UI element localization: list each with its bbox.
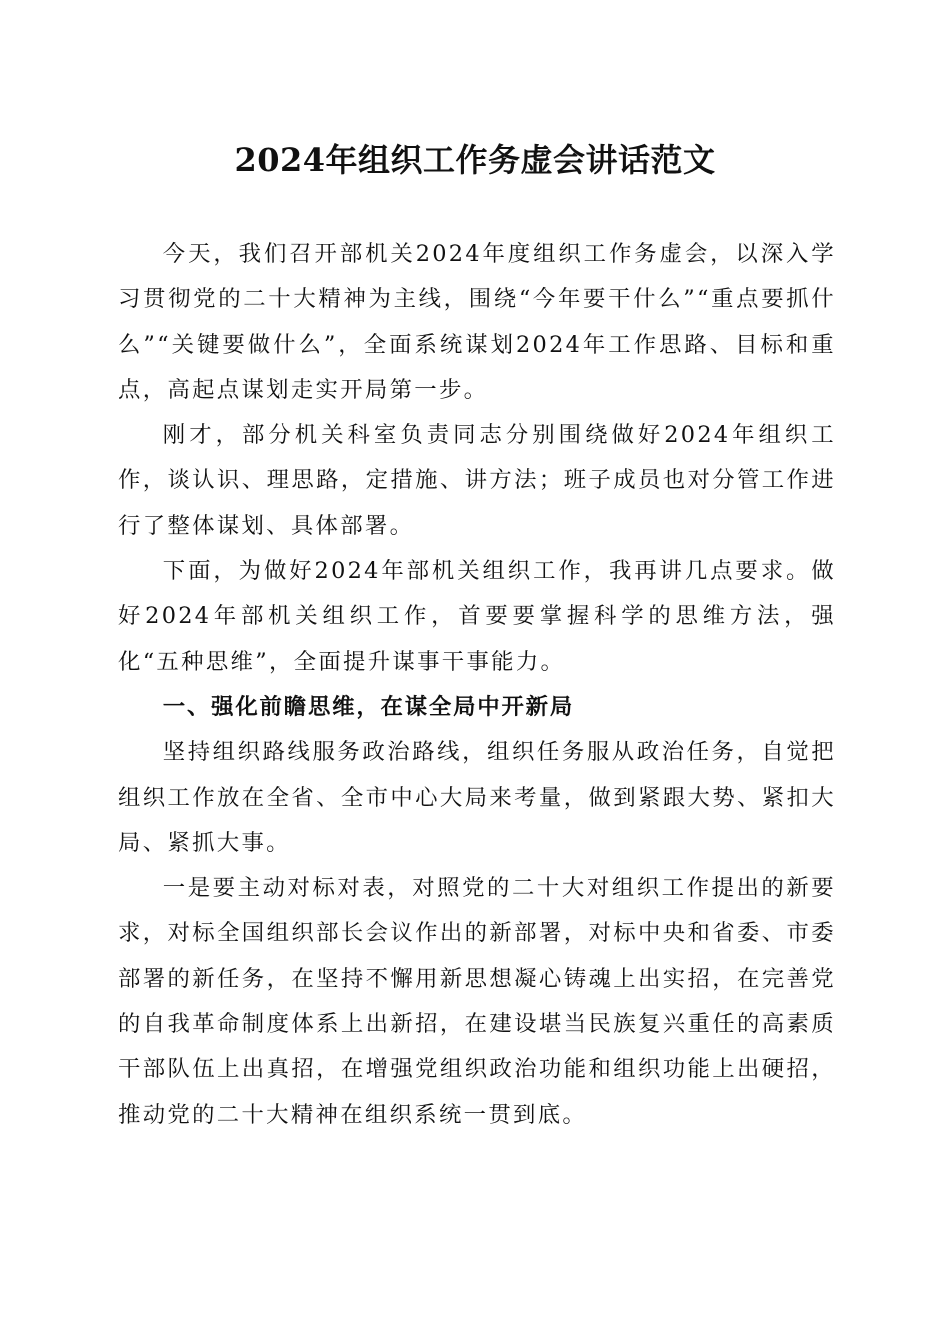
paragraph-review: 刚才，部分机关科室负责同志分别围绕做好2024年组织工作，谈认识、理思路，定措施、讲方法；班子成员也对分管工作进行了整体谋划、具体部署。 [118,422,836,539]
document-body [118,232,836,1138]
paragraph-point-one: 一是要主动对标对表，对照党的二十大对组织工作提出的新要求，对标全国组织部长会议作出的新部署，对标中央和省委、市委部署的新任务，在坚持不懈用新思想凝心铸魂上出实招，在完善党的自我革命制度体系上出新招，在建设堪当民族复兴重任的高素质干部队伍上出真招，在增强党组织政治功能和组织功能上出硬招，推动党的二十大精神在组织系统一贯到底。 [118,875,836,1128]
paragraph-section-intro: 坚持组织路线服务政治路线，组织任务服从政治任务，自觉把组织工作放在全省、全市中心大局来考量，做到紧跟大势、紧扣大局、紧抓大事。 [118,739,836,856]
document-title: 2024年组织工作务虚会讲话范文 [234,141,716,179]
paragraph-requirements: 下面，为做好2024年部机关组织工作，我再讲几点要求。做好2024年部机关组织工作，首要要掌握科学的思维方法，强化“五种思维”，全面提升谋事干事能力。 [118,558,836,675]
paragraph-opening: 今天，我们召开部机关2024年度组织工作务虚会，以深入学习贯彻党的二十大精神为主线，围绕“今年要干什么”“重点要抓什么”“关键要做什么”，全面系统谋划2024年工作思路、目标和重点，高起点谋划走实开局第一步。 [118,241,836,403]
section-heading: 一、强化前瞻思维，在谋全局中开新局 [162,693,575,720]
